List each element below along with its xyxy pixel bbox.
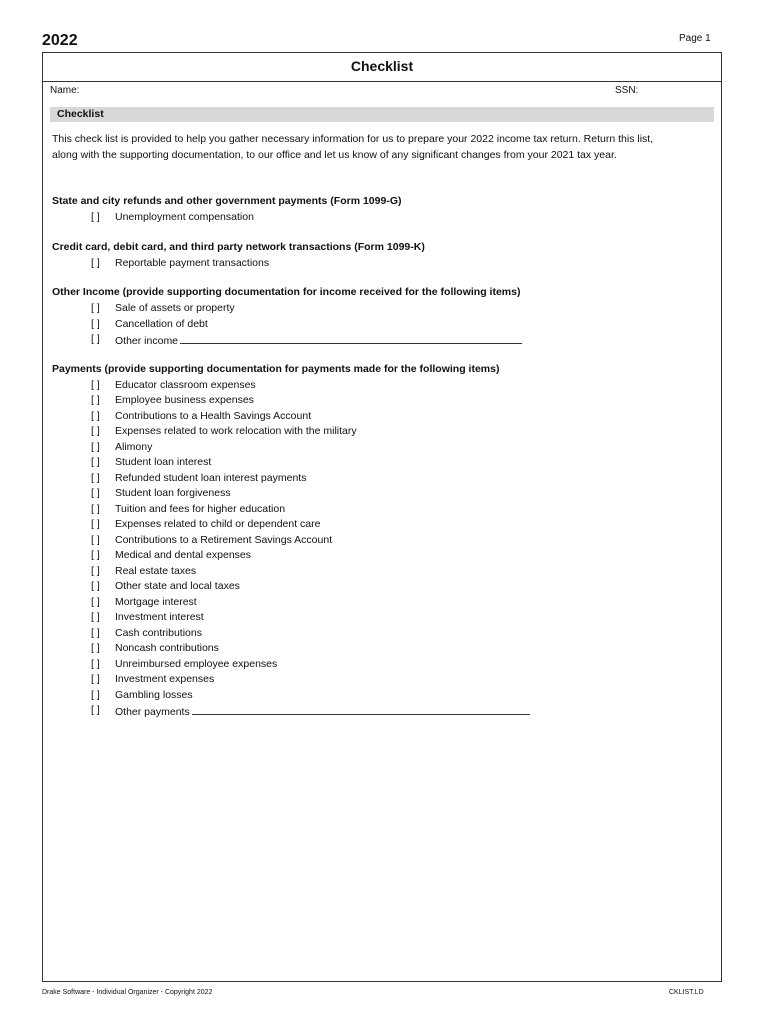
checklist-item-label — [115, 317, 208, 333]
checklist-item-label — [115, 579, 240, 595]
item-text: Other payments — [115, 706, 190, 718]
checklist-item-label — [115, 533, 332, 549]
checkbox[interactable]: [ ] — [91, 317, 100, 330]
item-text: Contributions to a Retirement Savings Account — [115, 533, 333, 546]
group-title: Payments (provide supporting documentation for payments made for the following items) — [52, 362, 500, 375]
checklist-item-label — [115, 672, 214, 688]
checklist-item-label — [115, 688, 193, 704]
checklist-item-label — [115, 440, 152, 456]
checkbox[interactable]: [ ] — [91, 533, 100, 546]
item-text: Medical and dental expenses — [115, 549, 252, 561]
checklist-item — [52, 641, 692, 657]
checklist-item — [52, 440, 692, 456]
checklist-item — [52, 332, 692, 348]
checklist-item — [52, 703, 692, 719]
item-text: Other state and local taxes — [115, 580, 240, 592]
section-header-label: Checklist — [57, 108, 104, 120]
item-text: Unemployment compensation — [115, 211, 254, 223]
checkbox[interactable]: [ ] — [91, 456, 100, 468]
item-text: Unreimbursed employee expenses — [115, 657, 278, 670]
checklist-item — [52, 533, 692, 549]
checklist-item-label — [115, 502, 285, 518]
checkbox[interactable]: [ ] — [91, 502, 100, 515]
checkbox[interactable]: [ ] — [91, 256, 100, 269]
checkbox[interactable]: [ ] — [91, 564, 100, 577]
checklist-form — [42, 52, 722, 982]
group-title: Other Income (provide supporting documentation for income received for the following items) — [52, 286, 521, 298]
checkbox[interactable]: [ ] — [91, 580, 100, 592]
checklist-item — [52, 409, 692, 425]
item-text: Expenses related to work relocation with the military — [115, 425, 357, 437]
checklist-item-label — [115, 595, 197, 611]
checklist-item-label — [115, 332, 522, 350]
item-text: Employee business expenses — [115, 394, 254, 406]
checklist-item-label — [115, 548, 251, 564]
section-header — [50, 107, 714, 122]
checklist-item-label — [115, 610, 204, 626]
write-in-line[interactable] — [180, 332, 522, 344]
checkbox[interactable]: [ ] — [91, 471, 100, 484]
item-text: Mortgage interest — [115, 595, 197, 608]
checklist-item — [52, 579, 692, 595]
group-title: Credit card, debit card, and third party network transactions (Form 1099-K) — [52, 240, 425, 253]
footer-form-code: CKLIST.LD — [669, 989, 704, 996]
checklist-item-label — [115, 210, 254, 226]
checkbox[interactable]: [ ] — [91, 673, 100, 685]
item-text: Cash contributions — [115, 626, 202, 639]
item-text: Alimony — [115, 440, 153, 453]
form-title: Checklist — [350, 58, 414, 74]
item-text: Sale of assets or property — [115, 302, 235, 314]
checklist-item-label — [115, 301, 235, 317]
checklist-item — [52, 657, 692, 673]
checklist-item — [52, 486, 692, 502]
checklist-item-label — [115, 455, 211, 471]
checkbox[interactable]: [ ] — [91, 626, 100, 639]
checklist-item — [52, 517, 692, 533]
item-text: Investment expenses — [115, 673, 215, 685]
checklist-item-label — [115, 471, 306, 487]
checklist-item — [52, 317, 692, 333]
ssn-label: SSN: — [615, 85, 639, 96]
checklist-item-label — [115, 564, 196, 580]
checklist-group — [52, 362, 692, 719]
checklist-item — [52, 455, 692, 471]
checklist-item-label — [115, 517, 320, 533]
checklist-item-label — [115, 641, 219, 657]
checkbox[interactable]: [ ] — [91, 657, 100, 670]
checklist-item-label — [115, 657, 277, 673]
checklist-item-label — [115, 626, 202, 642]
checklist-item — [52, 393, 692, 409]
item-text: Gambling losses — [115, 688, 193, 701]
checkbox[interactable]: [ ] — [91, 211, 100, 223]
checkbox[interactable]: [ ] — [91, 704, 100, 716]
group-title: State and city refunds and other government payments (Form 1099-G) — [52, 195, 402, 207]
checkbox[interactable]: [ ] — [91, 333, 100, 345]
item-text: Student loan forgiveness — [115, 487, 231, 499]
checklist-item-label — [115, 424, 357, 440]
item-text: Tuition and fees for higher education — [115, 502, 286, 515]
checklist-item — [52, 610, 692, 626]
name-ssn-row — [43, 81, 721, 97]
item-text: Student loan interest — [115, 456, 212, 468]
checkbox[interactable]: [ ] — [91, 688, 100, 701]
name-label: Name: — [50, 85, 80, 96]
checklist-item — [52, 502, 692, 518]
checklist-item-label — [115, 486, 231, 502]
item-text: Educator classroom expenses — [115, 378, 256, 391]
checkbox[interactable]: [ ] — [91, 394, 100, 406]
page-number: Page 1 — [679, 33, 711, 44]
checklist-item-label — [115, 256, 269, 272]
checklist-item — [52, 564, 692, 580]
checkbox[interactable]: [ ] — [91, 440, 100, 453]
checklist-item-label — [115, 703, 530, 721]
checkbox[interactable]: [ ] — [91, 549, 100, 561]
checklist-item — [52, 626, 692, 642]
checklist-item — [52, 378, 692, 394]
checklist-item — [52, 210, 692, 226]
checklist-item — [52, 548, 692, 564]
item-text: Refunded student loan interest payments — [115, 471, 307, 484]
checklist-item-label — [115, 378, 256, 394]
checklist-item — [52, 688, 692, 704]
item-text: Expenses related to child or dependent care — [115, 518, 321, 530]
checkbox[interactable]: [ ] — [91, 409, 100, 422]
checklist-item-label — [115, 409, 311, 425]
item-text: Contributions to a Health Savings Account — [115, 409, 312, 422]
item-text: Investment interest — [115, 611, 204, 623]
item-text: Reportable payment transactions — [115, 256, 270, 269]
checklist-item — [52, 595, 692, 611]
checkbox[interactable]: [ ] — [91, 378, 100, 391]
item-text: Cancellation of debt — [115, 317, 208, 330]
intro-paragraph: This check list is provided to help you gather necessary information for us to prepare your 2022 income tax return. Return this list, along with the supporting documentation, to our office and let us know of any significant changes from your 2021 tax year. — [52, 133, 654, 161]
item-text: Real estate taxes — [115, 564, 197, 577]
checklist-item — [52, 256, 692, 272]
footer-copyright: Drake Software - Individual Organizer - Copyright 2022 — [42, 989, 213, 996]
checkbox[interactable]: [ ] — [91, 518, 100, 530]
checklist-groups — [52, 194, 692, 733]
checklist-group — [52, 240, 692, 272]
checkbox[interactable]: [ ] — [91, 611, 100, 623]
write-in-line[interactable] — [192, 703, 530, 715]
checklist-group — [52, 194, 692, 226]
item-text: Noncash contributions — [115, 642, 219, 654]
item-text: Other income — [115, 335, 179, 347]
checkbox[interactable]: [ ] — [91, 642, 100, 654]
checklist-group — [52, 285, 692, 348]
tax-year: 2022 — [42, 32, 78, 49]
checkbox[interactable]: [ ] — [91, 302, 100, 314]
checkbox[interactable]: [ ] — [91, 487, 100, 499]
checklist-item — [52, 471, 692, 487]
checkbox[interactable]: [ ] — [91, 425, 100, 437]
checklist-item — [52, 301, 692, 317]
checklist-item — [52, 672, 692, 688]
checklist-item-label — [115, 393, 254, 409]
checkbox[interactable]: [ ] — [91, 595, 100, 608]
checklist-item — [52, 424, 692, 440]
